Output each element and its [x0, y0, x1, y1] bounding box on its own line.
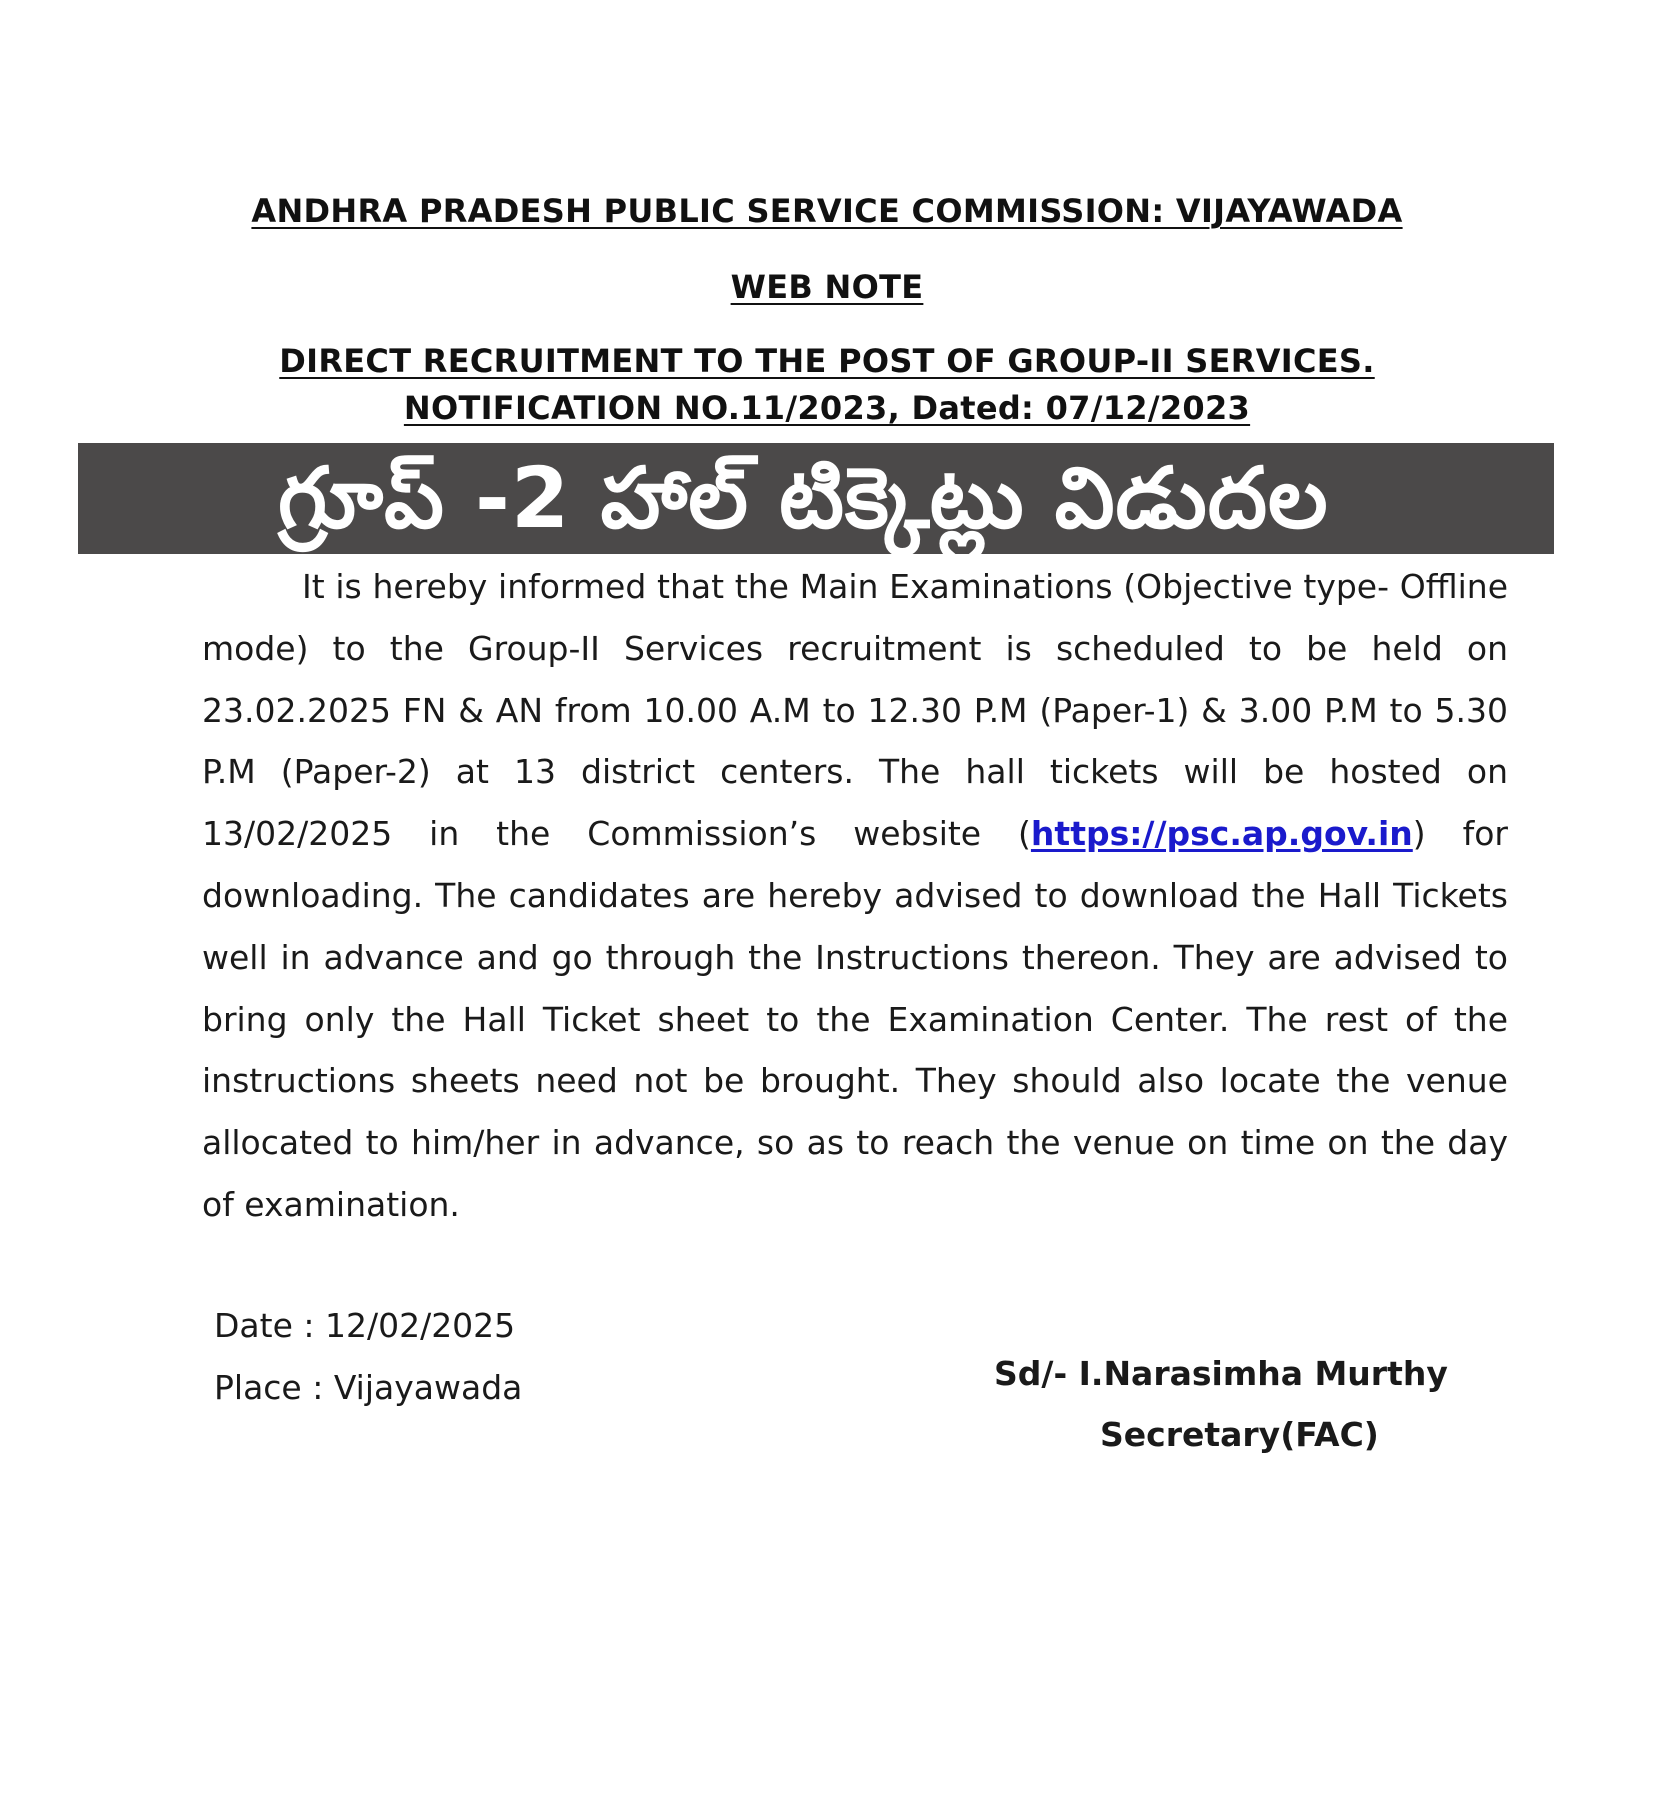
notice-text-after-link: ) for downloading. The candidates are hereby advised to download the Hall Tickets well in advance and go through the Instructions thereon. They are advised to bring only the Hall Ticket sheet to the Examination Center. The rest of the instructions sheets need not be brought. They should also locate the venue allocated to him/her in advance, so as to reach the venue on time on the day of examination. [202, 814, 1508, 1224]
notice-place: Place : Vijayawada [214, 1368, 523, 1407]
notice-date: Date : 12/02/2025 [214, 1306, 516, 1345]
signatory-designation: Secretary(FAC) [1100, 1415, 1379, 1454]
telugu-banner [78, 443, 1554, 554]
commission-title: ANDHRA PRADESH PUBLIC SERVICE COMMISSION: VIJAYAWADA [251, 192, 1403, 230]
web-note-heading: WEB NOTE [730, 268, 924, 306]
notice-body [202, 556, 1508, 1236]
telugu-banner-title: గ్రూప్ -2 హాల్ టిక్కెట్లు విడుదల [278, 449, 1329, 547]
recruitment-subject: DIRECT RECRUITMENT TO THE POST OF GROUP-II SERVICES. [279, 342, 1375, 380]
notification-number: NOTIFICATION NO.11/2023, Dated: 07/12/2023 [403, 389, 1251, 427]
notice-text-before-link: It is hereby informed that the Main Examinations (Objective type- Offline mode) to the Group-II Services recruitment is scheduled to be held on 23.02.2025 FN & AN from 10.00 A.M to 12.30 P.M (Paper-1) & 3.00 P.M to 5.30 P.M (Paper-2) at 13 district centers. The hall tickets will be hosted on 13/02/2025 in the Commission’s website ( [202, 567, 1508, 854]
signatory-name: Sd/- I.Narasimha Murthy [994, 1354, 1448, 1393]
commission-website-link[interactable]: https://psc.ap.gov.in [1030, 814, 1413, 854]
